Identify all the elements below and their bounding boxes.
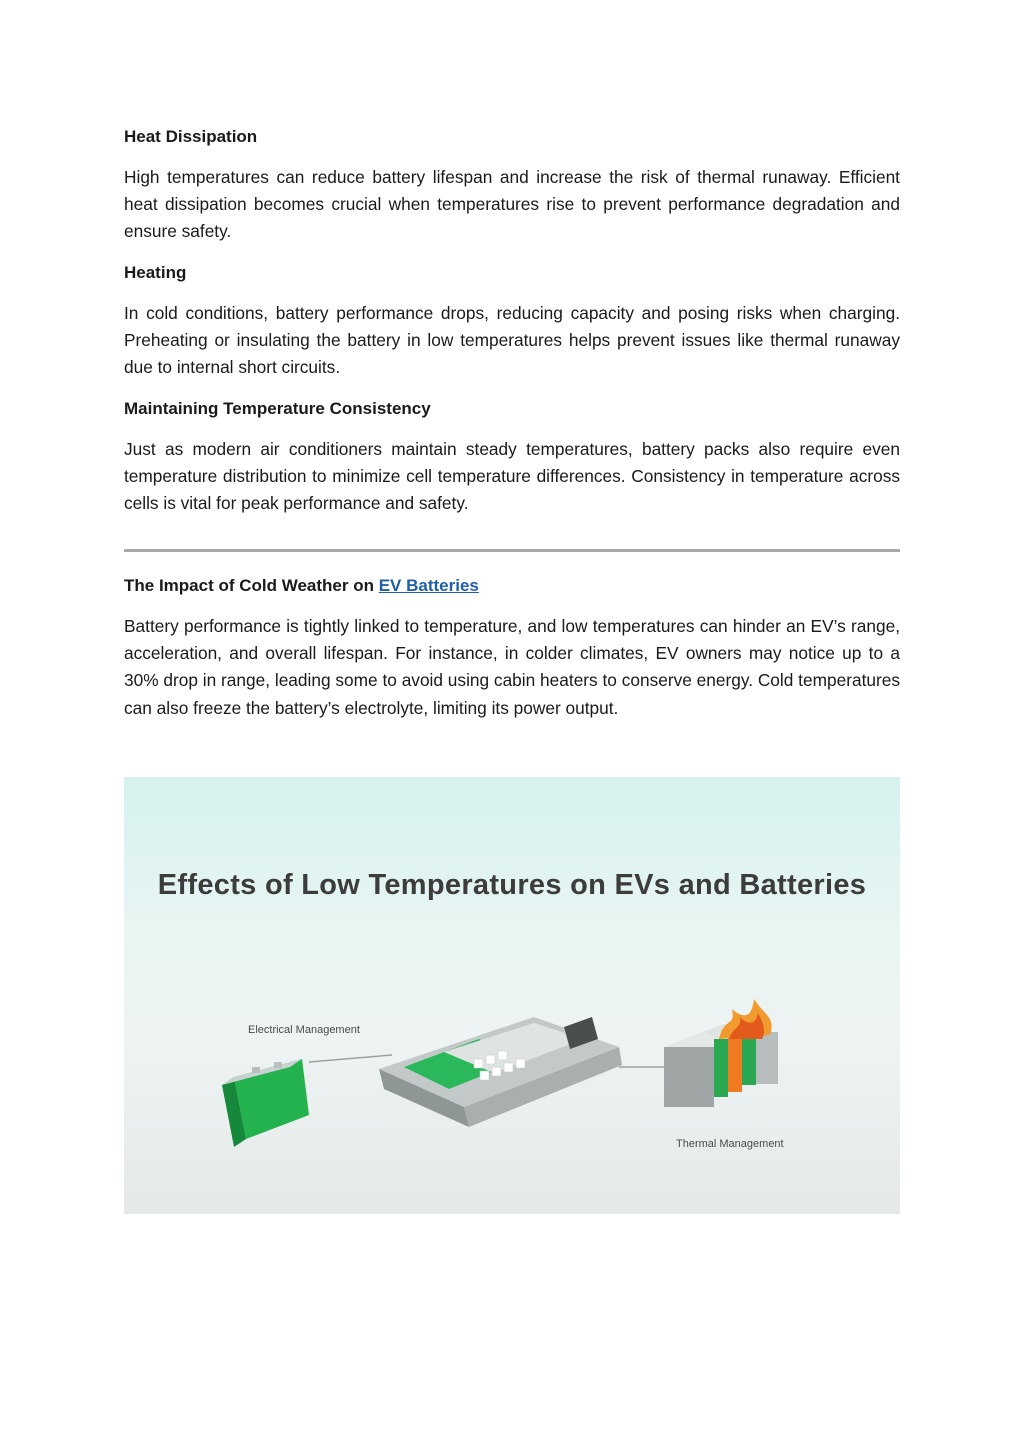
heading-heat-dissipation: Heat Dissipation <box>124 127 258 146</box>
battery-cell-icon <box>222 1059 309 1147</box>
label-thermal-management: Thermal Management <box>676 1138 784 1150</box>
heading-heating: Heating <box>124 263 187 282</box>
thermal-module-icon <box>664 999 778 1107</box>
effects-figure <box>124 777 900 1214</box>
paragraph-temperature-consistency: Just as modern air conditioners maintain steady temperatures, battery packs also require even temperature distribution to minimize cell temperature differences. Consistency in temperature across cells is vital for peak performance and safety. <box>124 439 900 514</box>
battery-pack-icon <box>379 1017 622 1127</box>
heading-cold-weather <box>124 575 479 597</box>
heading-cold-weather-text: The Impact of Cold Weather on <box>124 576 379 595</box>
connector-line-left <box>309 1055 392 1062</box>
paragraph-heat-dissipation: High temperatures can reduce battery lifespan and increase the risk of thermal runaway. Efficient heat dissipation becomes crucial when temperatures rise to prevent performance degradation and ensure safety. <box>124 167 900 242</box>
paragraph-heating: In cold conditions, battery performance drops, reducing capacity and posing risks when charging. Preheating or insulating the battery in low temperatures helps prevent issues like thermal runaway due to internal short circuits. <box>124 303 900 378</box>
label-electrical-management: Electrical Management <box>248 1024 360 1036</box>
figure-title: Effects of Low Temperatures on EVs and Batteries <box>157 869 867 901</box>
heading-temperature-consistency: Maintaining Temperature Consistency <box>124 399 431 418</box>
horizontal-divider <box>124 549 900 552</box>
ev-batteries-link[interactable]: EV Batteries <box>378 576 479 595</box>
paragraph-cold-weather: Battery performance is tightly linked to temperature, and low temperatures can hinder an EV’s range, acceleration, and overall lifespan. For instance, in colder climates, EV owners may notice up to a 30% drop in range, leading some to avoid using cabin heaters to conserve energy. Cold temperatures can also freeze the battery’s electrolyte, limiting its power output. <box>124 616 900 718</box>
